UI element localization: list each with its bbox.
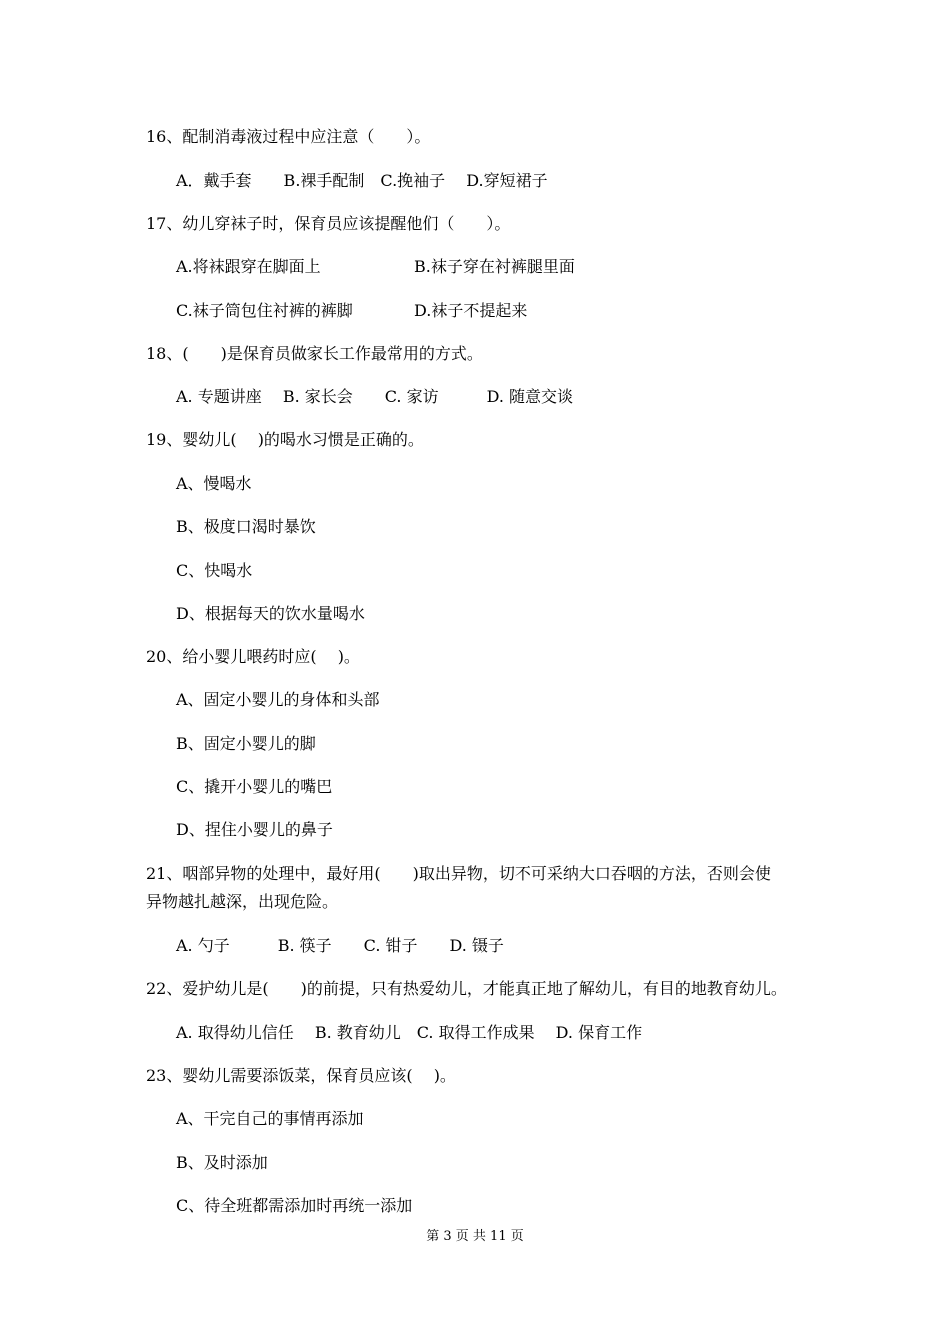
question-17-option-c: C.袜子筒包住衬裤的裤脚 [176,301,353,320]
question-17-option-a: A.将袜跟穿在脚面上 [176,257,321,276]
question-21-continuation: 异物越扎越深，出现危险。 [146,892,339,911]
question-20: 20、给小婴儿喂药时应( )。 [146,647,360,666]
page-footer: 第 3 页 共 11 页 [426,1229,524,1244]
question-22-options: A. 取得幼儿信任 B. 教育幼儿 C. 取得工作成果 D. 保育工作 [176,1023,643,1042]
question-19-option-b: B、极度口渴时暴饮 [176,517,316,536]
question-18-options: A. 专题讲座 B. 家长会 C. 家访 D. 随意交谈 [176,387,574,406]
question-18: 18、( )是保育员做家长工作最常用的方式。 [146,344,483,363]
question-23-option-c: C、待全班都需添加时再统一添加 [176,1196,413,1215]
question-19-option-a: A、慢喝水 [176,474,252,493]
question-16: 16、配制消毒液过程中应注意（ ）。 [146,127,431,146]
question-20-option-d: D、捏住小婴儿的鼻子 [176,820,333,839]
question-22: 22、爱护幼儿是( )的前提，只有热爱幼儿，才能真正地了解幼儿，有目的地教育幼儿。 [146,979,787,998]
question-17: 17、幼儿穿袜子时，保育员应该提醒他们（ ）。 [146,214,511,233]
question-20-option-b: B、固定小婴儿的脚 [176,734,316,753]
question-19-option-c: C、快喝水 [176,561,253,580]
question-17-option-b: B.袜子穿在衬裤腿里面 [414,257,575,276]
question-23-option-b: B、及时添加 [176,1153,268,1172]
question-16-options: A．戴手套 B.裸手配制 C.挽袖子 D.穿短裙子 [176,171,548,190]
question-21: 21、咽部异物的处理中，最好用( )取出异物，切不可采纳大口吞咽的方法，否则会使 [146,864,771,883]
question-23: 23、婴幼儿需要添饭菜，保育员应该( )。 [146,1066,456,1085]
question-21-options: A. 勺子 B. 筷子 C. 钳子 D. 镊子 [176,936,504,955]
question-23-option-a: A、干完自己的事情再添加 [176,1109,364,1128]
question-19-option-d: D、根据每天的饮水量喝水 [176,604,365,623]
question-19: 19、婴幼儿( )的喝水习惯是正确的。 [146,430,424,449]
question-20-option-a: A、固定小婴儿的身体和头部 [176,690,380,709]
question-20-option-c: C、撬开小婴儿的嘴巴 [176,777,333,796]
question-17-option-d: D.袜子不提起来 [414,301,528,320]
